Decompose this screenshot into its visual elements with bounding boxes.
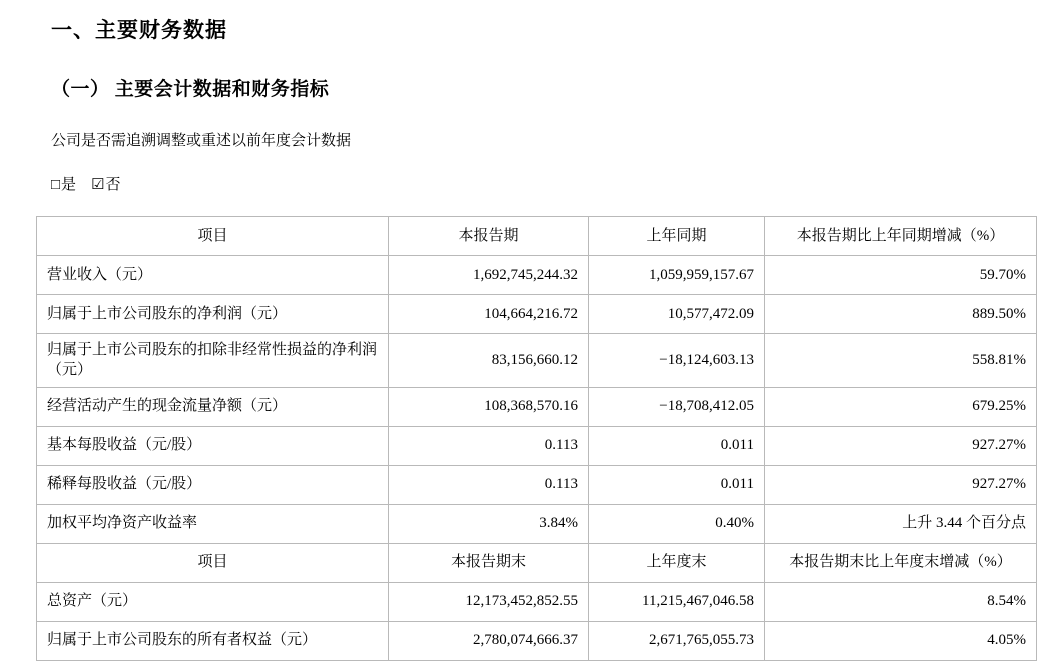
row-change-value: 上升 3.44 个百分点	[765, 504, 1037, 543]
row-current-value: 104,664,216.72	[389, 295, 589, 334]
row-current-value: 12,173,452,852.55	[389, 582, 589, 621]
option-no-checkbox[interactable]: ☑否	[91, 177, 122, 193]
row-change-value: 8.54%	[765, 582, 1037, 621]
option-yes-checkbox[interactable]: □是	[51, 177, 78, 193]
retrospective-adjustment-question: 公司是否需追溯调整或重述以前年度会计数据	[51, 133, 352, 149]
row-prior-value: 10,577,472.09	[589, 295, 765, 334]
row-prior-value: 11,215,467,046.58	[589, 582, 765, 621]
row-change-value: 927.27%	[765, 426, 1037, 465]
section-title: 一、主要财务数据	[51, 18, 227, 42]
row-prior-value: 0.40%	[589, 504, 765, 543]
row-prior-value: 1,059,959,157.67	[589, 256, 765, 295]
header-current-period-end: 本报告期末	[389, 543, 589, 582]
row-label: 经营活动产生的现金流量净额（元）	[37, 387, 389, 426]
header-change-percent: 本报告期末比上年度末增减（%）	[765, 543, 1037, 582]
row-label: 加权平均净资产收益率	[37, 504, 389, 543]
row-prior-value: 0.011	[589, 426, 765, 465]
table-row	[37, 504, 1037, 543]
row-label: 归属于上市公司股东的扣除非经常性损益的净利润（元）	[37, 334, 389, 388]
row-label: 总资产（元）	[37, 582, 389, 621]
row-change-value: 889.50%	[765, 295, 1037, 334]
row-prior-value: 0.011	[589, 465, 765, 504]
table-row	[37, 295, 1037, 334]
subsection-title: （一） 主要会计数据和财务指标	[51, 79, 330, 100]
row-change-value: 558.81%	[765, 334, 1037, 388]
table-row	[37, 426, 1037, 465]
row-current-value: 3.84%	[389, 504, 589, 543]
header-item: 项目	[37, 217, 389, 256]
document-page	[0, 14, 1043, 649]
row-current-value: 108,368,570.16	[389, 387, 589, 426]
row-label: 稀释每股收益（元/股）	[37, 465, 389, 504]
row-current-value: 83,156,660.12	[389, 334, 589, 388]
financial-data-table	[36, 216, 1037, 661]
table-row	[37, 256, 1037, 295]
row-prior-value: −18,124,603.13	[589, 334, 765, 388]
header-current-period: 本报告期	[389, 217, 589, 256]
row-change-value: 679.25%	[765, 387, 1037, 426]
row-current-value: 2,780,074,666.37	[389, 621, 589, 660]
table-header-row-period-end	[37, 543, 1037, 582]
table-row	[37, 582, 1037, 621]
header-prior-year-end: 上年度末	[589, 543, 765, 582]
row-prior-value: −18,708,412.05	[589, 387, 765, 426]
row-label: 归属于上市公司股东的所有者权益（元）	[37, 621, 389, 660]
row-change-value: 927.27%	[765, 465, 1037, 504]
table-row	[37, 621, 1037, 660]
header-change-percent: 本报告期比上年同期增减（%）	[765, 217, 1037, 256]
table-row	[37, 465, 1037, 504]
yes-no-options	[51, 173, 1025, 194]
table-row	[37, 334, 1037, 388]
row-change-value: 4.05%	[765, 621, 1037, 660]
row-change-value: 59.70%	[765, 256, 1037, 295]
row-current-value: 0.113	[389, 465, 589, 504]
table-row	[37, 387, 1037, 426]
row-prior-value: 2,671,765,055.73	[589, 621, 765, 660]
row-current-value: 1,692,745,244.32	[389, 256, 589, 295]
header-item: 项目	[37, 543, 389, 582]
row-label: 营业收入（元）	[37, 256, 389, 295]
row-label: 基本每股收益（元/股）	[37, 426, 389, 465]
header-prior-period: 上年同期	[589, 217, 765, 256]
row-label: 归属于上市公司股东的净利润（元）	[37, 295, 389, 334]
row-current-value: 0.113	[389, 426, 589, 465]
table-header-row-period	[37, 217, 1037, 256]
